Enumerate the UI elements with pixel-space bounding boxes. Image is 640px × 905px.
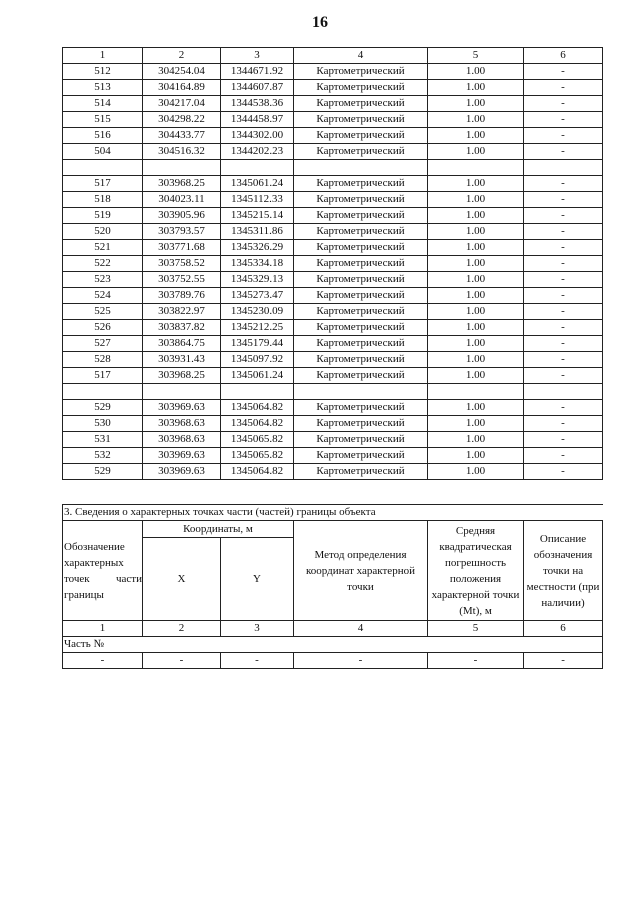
- table-cell: 1.00: [428, 80, 524, 96]
- table-cell: -: [524, 208, 603, 224]
- accuracy-header: Средняя квадратическая погрешность положения характерной точки (Mt), м: [428, 521, 524, 621]
- table-cell: 1345097.92: [221, 352, 294, 368]
- table-cell: 525: [63, 304, 143, 320]
- table-row: [63, 144, 603, 160]
- table-cell: -: [524, 272, 603, 288]
- table-cell: 1345061.24: [221, 176, 294, 192]
- table-row: [63, 64, 603, 80]
- table-cell: Картометрический: [294, 192, 428, 208]
- table-cell: 304298.22: [143, 112, 221, 128]
- table-cell: 6: [524, 48, 603, 64]
- table-cell: 303758.52: [143, 256, 221, 272]
- table-cell: [221, 160, 294, 176]
- table-cell: 303864.75: [143, 336, 221, 352]
- table-row: [63, 80, 603, 96]
- table-cell: 1.00: [428, 64, 524, 80]
- table-cell: 1345064.82: [221, 400, 294, 416]
- table-cell: 304433.77: [143, 128, 221, 144]
- table-cell: Картометрический: [294, 368, 428, 384]
- table-cell: Картометрический: [294, 112, 428, 128]
- table-cell: 529: [63, 400, 143, 416]
- table-row: [63, 256, 603, 272]
- table-cell: [294, 160, 428, 176]
- col1-line: границы: [64, 588, 104, 601]
- table-cell: 1345230.09: [221, 304, 294, 320]
- table-cell: 522: [63, 256, 143, 272]
- table-cell: Картометрический: [294, 144, 428, 160]
- table-cell: 513: [63, 80, 143, 96]
- table-cell: Картометрический: [294, 64, 428, 80]
- table-cell: 1.00: [428, 208, 524, 224]
- table-cell: -: [524, 176, 603, 192]
- description-header: Описание обозначения точки на местности (при наличии): [524, 521, 603, 621]
- table-cell: 1344302.00: [221, 128, 294, 144]
- table-row: [63, 304, 603, 320]
- table-cell: -: [524, 464, 603, 480]
- table-cell: -: [524, 224, 603, 240]
- table-cell: 516: [63, 128, 143, 144]
- table-cell: 1345112.33: [221, 192, 294, 208]
- table-row: [63, 96, 603, 112]
- col-number: 4: [294, 621, 428, 637]
- table-cell: 303968.25: [143, 176, 221, 192]
- table-cell: 4: [294, 48, 428, 64]
- table-cell: 5: [428, 48, 524, 64]
- table-cell: Картометрический: [294, 464, 428, 480]
- table-cell: 515: [63, 112, 143, 128]
- blank-row: [63, 384, 603, 400]
- table-cell: -: [524, 128, 603, 144]
- table-cell: 1344538.36: [221, 96, 294, 112]
- table-cell: 304023.11: [143, 192, 221, 208]
- table-cell: 528: [63, 352, 143, 368]
- table-cell: 303837.82: [143, 320, 221, 336]
- table-cell: Картометрический: [294, 448, 428, 464]
- table-cell: 521: [63, 240, 143, 256]
- table-row: [63, 208, 603, 224]
- y-header: Y: [221, 538, 294, 621]
- table-cell: 1.00: [428, 400, 524, 416]
- table-cell: [524, 160, 603, 176]
- table-row: [63, 320, 603, 336]
- table-cell: -: [524, 80, 603, 96]
- table-cell: 504: [63, 144, 143, 160]
- table-cell: 529: [63, 464, 143, 480]
- table-cell: Картометрический: [294, 176, 428, 192]
- table-row: [63, 224, 603, 240]
- table-cell: 526: [63, 320, 143, 336]
- table-cell: 303771.68: [143, 240, 221, 256]
- table-cell: 304164.89: [143, 80, 221, 96]
- table-cell: 1.00: [428, 272, 524, 288]
- table-cell: [428, 384, 524, 400]
- table-row: [63, 288, 603, 304]
- table-cell: [221, 384, 294, 400]
- table-cell: 303822.97: [143, 304, 221, 320]
- table-row: [63, 416, 603, 432]
- blank-row: [63, 160, 603, 176]
- table-cell: 303789.76: [143, 288, 221, 304]
- table-cell: -: [524, 352, 603, 368]
- table-cell: Картометрический: [294, 128, 428, 144]
- table-cell: -: [524, 144, 603, 160]
- table-cell: 523: [63, 272, 143, 288]
- table-cell: 2: [143, 48, 221, 64]
- table-cell: [524, 384, 603, 400]
- table-cell: 524: [63, 288, 143, 304]
- table-cell: Картометрический: [294, 304, 428, 320]
- points-table: [62, 47, 603, 480]
- table-row: [63, 272, 603, 288]
- point-designation-header: [63, 521, 143, 621]
- table-row: [63, 128, 603, 144]
- table-cell: -: [524, 240, 603, 256]
- col1-line: характерных: [64, 556, 124, 569]
- table-cell: 1.00: [428, 304, 524, 320]
- table-cell: 1.00: [428, 192, 524, 208]
- page-number: 16: [312, 14, 328, 31]
- table-cell: [63, 160, 143, 176]
- table-cell: Картометрический: [294, 256, 428, 272]
- table-cell: 1.00: [428, 96, 524, 112]
- table-cell: 1345065.82: [221, 448, 294, 464]
- table-cell: 1345064.82: [221, 416, 294, 432]
- method-header: Метод определения координат характерной точки: [294, 521, 428, 621]
- table-cell: Картометрический: [294, 80, 428, 96]
- table-cell: -: [524, 416, 603, 432]
- table-cell: 303968.63: [143, 416, 221, 432]
- table-cell: -: [524, 400, 603, 416]
- table-row: [63, 240, 603, 256]
- table-cell: 1.00: [428, 448, 524, 464]
- table-cell: 1.00: [428, 432, 524, 448]
- column-numbers-row: [63, 621, 603, 637]
- table-cell: 1345212.25: [221, 320, 294, 336]
- table-cell: 1344202.23: [221, 144, 294, 160]
- table-cell: 1.00: [428, 320, 524, 336]
- table-cell: Картометрический: [294, 320, 428, 336]
- table-cell: Картометрический: [294, 432, 428, 448]
- empty-cell: -: [428, 653, 524, 669]
- table-cell: 517: [63, 368, 143, 384]
- empty-cell: -: [63, 653, 143, 669]
- table-cell: -: [524, 288, 603, 304]
- table-cell: 1.00: [428, 256, 524, 272]
- table-cell: -: [524, 448, 603, 464]
- table-cell: 1345179.44: [221, 336, 294, 352]
- table-cell: -: [524, 192, 603, 208]
- table-cell: Картометрический: [294, 224, 428, 240]
- table-row: [63, 192, 603, 208]
- table-cell: 1: [63, 48, 143, 64]
- table-cell: 303793.57: [143, 224, 221, 240]
- section3-table: [62, 504, 603, 669]
- table-cell: 1345065.82: [221, 432, 294, 448]
- table-cell: 3: [221, 48, 294, 64]
- table-cell: 1.00: [428, 336, 524, 352]
- table-row: [63, 352, 603, 368]
- empty-row: [63, 653, 603, 669]
- table-cell: 1.00: [428, 464, 524, 480]
- col-number: 5: [428, 621, 524, 637]
- table-cell: 1.00: [428, 224, 524, 240]
- table-row: [63, 448, 603, 464]
- table-cell: Картометрический: [294, 240, 428, 256]
- table-cell: 1345064.82: [221, 464, 294, 480]
- table-row: [63, 336, 603, 352]
- table-cell: Картометрический: [294, 352, 428, 368]
- table-cell: 303969.63: [143, 448, 221, 464]
- table-cell: 1344607.87: [221, 80, 294, 96]
- table-cell: 303968.63: [143, 432, 221, 448]
- table-cell: 1344458.97: [221, 112, 294, 128]
- coordinates-header: Координаты, м: [143, 521, 294, 538]
- col-number: 1: [63, 621, 143, 637]
- col1-line: Обозначение: [64, 540, 125, 553]
- table-cell: -: [524, 256, 603, 272]
- table-cell: 303969.63: [143, 464, 221, 480]
- table-cell: Картометрический: [294, 336, 428, 352]
- table-cell: Картометрический: [294, 288, 428, 304]
- table-cell: 532: [63, 448, 143, 464]
- col-number: 3: [221, 621, 294, 637]
- table-cell: 1.00: [428, 128, 524, 144]
- table-cell: Картометрический: [294, 96, 428, 112]
- table-row: [63, 400, 603, 416]
- col1-line: точек части: [64, 572, 142, 585]
- table-cell: 303752.55: [143, 272, 221, 288]
- table-cell: Картометрический: [294, 416, 428, 432]
- table-row: [63, 464, 603, 480]
- empty-cell: -: [294, 653, 428, 669]
- part-label: Часть №: [63, 637, 603, 653]
- table-cell: [428, 160, 524, 176]
- table-cell: 514: [63, 96, 143, 112]
- table-cell: 304217.04: [143, 96, 221, 112]
- empty-cell: -: [221, 653, 294, 669]
- section3-title: 3. Сведения о характерных точках части (частей) границы объекта: [63, 505, 603, 521]
- table-cell: 1.00: [428, 288, 524, 304]
- table-cell: 304516.32: [143, 144, 221, 160]
- table-cell: 1.00: [428, 144, 524, 160]
- table-cell: [294, 384, 428, 400]
- table-cell: 1.00: [428, 112, 524, 128]
- table-cell: 1345061.24: [221, 368, 294, 384]
- table-cell: -: [524, 368, 603, 384]
- table-cell: 303931.43: [143, 352, 221, 368]
- table-cell: 1.00: [428, 416, 524, 432]
- table-cell: 512: [63, 64, 143, 80]
- table-cell: 518: [63, 192, 143, 208]
- table-cell: -: [524, 432, 603, 448]
- table-cell: -: [524, 112, 603, 128]
- table-cell: -: [524, 320, 603, 336]
- table-cell: Картометрический: [294, 272, 428, 288]
- table-cell: 519: [63, 208, 143, 224]
- x-header: X: [143, 538, 221, 621]
- table-cell: -: [524, 96, 603, 112]
- table-cell: 531: [63, 432, 143, 448]
- empty-cell: -: [143, 653, 221, 669]
- empty-cell: -: [524, 653, 603, 669]
- table-cell: [143, 384, 221, 400]
- table-cell: 517: [63, 176, 143, 192]
- table-cell: Картометрический: [294, 208, 428, 224]
- table-cell: 1345311.86: [221, 224, 294, 240]
- col-number: 6: [524, 621, 603, 637]
- table-cell: -: [524, 336, 603, 352]
- table-cell: 1345326.29: [221, 240, 294, 256]
- table-row: [63, 112, 603, 128]
- table-cell: 303968.25: [143, 368, 221, 384]
- table-cell: 1345215.14: [221, 208, 294, 224]
- table-cell: 1345329.13: [221, 272, 294, 288]
- table-cell: -: [524, 64, 603, 80]
- table-row: [63, 176, 603, 192]
- table-cell: 527: [63, 336, 143, 352]
- table-cell: -: [524, 304, 603, 320]
- header-row: [63, 48, 603, 64]
- table-cell: [63, 384, 143, 400]
- table-cell: 304254.04: [143, 64, 221, 80]
- table-cell: 1.00: [428, 352, 524, 368]
- table-cell: 1344671.92: [221, 64, 294, 80]
- table-row: [63, 432, 603, 448]
- table-cell: 1345273.47: [221, 288, 294, 304]
- table-cell: Картометрический: [294, 400, 428, 416]
- table-cell: 530: [63, 416, 143, 432]
- col-number: 2: [143, 621, 221, 637]
- table-cell: 520: [63, 224, 143, 240]
- table-cell: [143, 160, 221, 176]
- table-cell: 303905.96: [143, 208, 221, 224]
- table-row: [63, 368, 603, 384]
- table-cell: 303969.63: [143, 400, 221, 416]
- table-cell: 1345334.18: [221, 256, 294, 272]
- table-cell: 1.00: [428, 176, 524, 192]
- table-cell: 1.00: [428, 240, 524, 256]
- table-cell: 1.00: [428, 368, 524, 384]
